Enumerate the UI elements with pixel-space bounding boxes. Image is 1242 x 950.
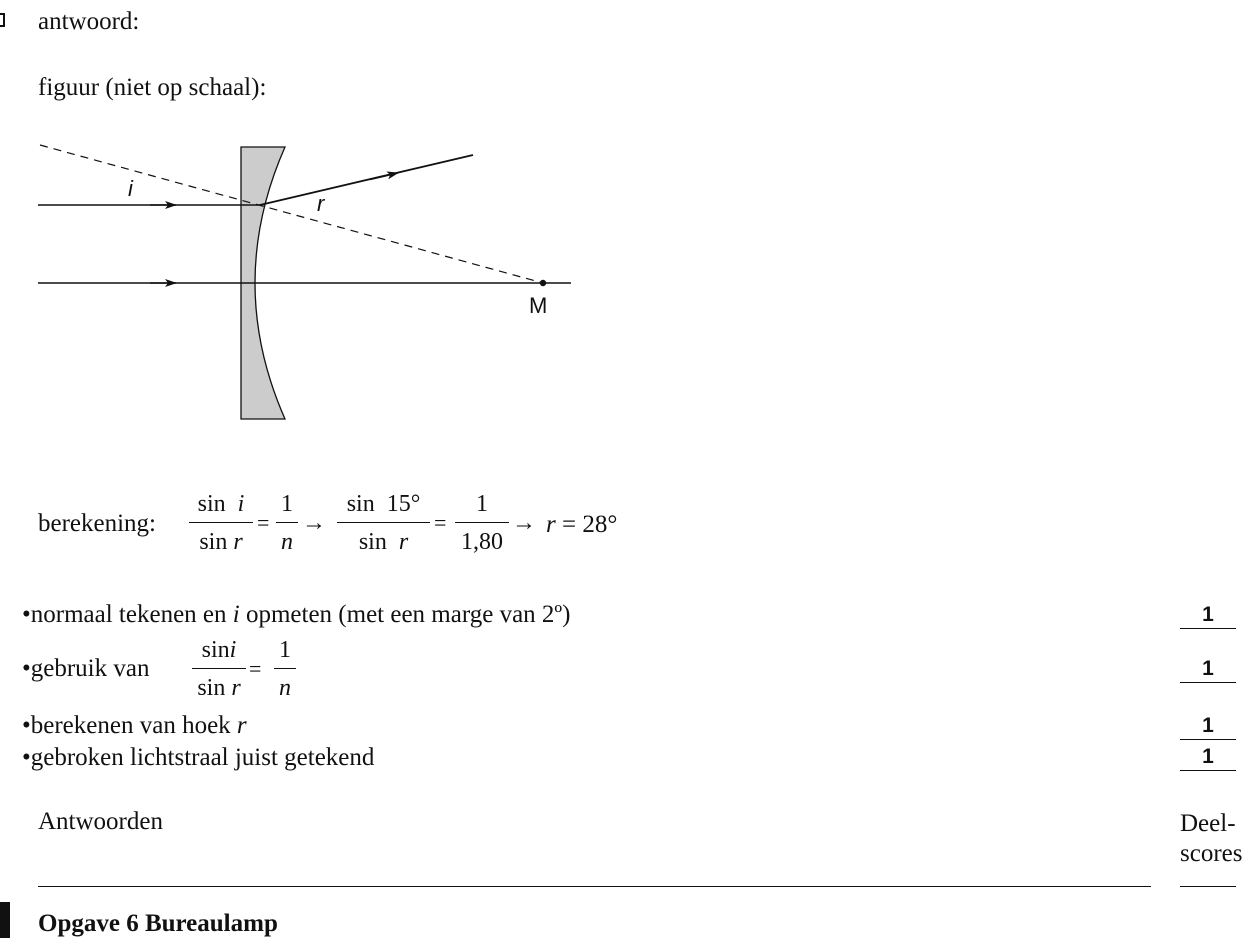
lens-figure [0, 130, 620, 430]
center-point-m [540, 280, 546, 286]
fraction-sin-i-over-sin-r [189, 492, 253, 554]
next-question-title: Opgave 6 Bureaulamp [38, 910, 278, 937]
figure-caption: figuur (niet op schaal): [38, 74, 267, 101]
arrow-2: → [512, 510, 536, 536]
criterion-2-fraction-1-over-n: 1 n [274, 638, 296, 700]
criterion-3: •berekenen van hoek r [22, 712, 247, 739]
fraction-denominator: sin r [199, 529, 243, 555]
equals-sign-2: = [434, 510, 447, 535]
criterion-2: •gebruik van [22, 655, 150, 682]
fraction-1-over-180: 1 1,80 [455, 492, 509, 554]
fraction-numerator: sin i [197, 491, 245, 517]
result-variable: r [546, 511, 556, 538]
answer-label: antwoord: [38, 8, 140, 35]
refracted-ray [260, 155, 473, 205]
fraction-1-over-n: 1 n [276, 492, 298, 554]
arrow-1: → [302, 510, 326, 536]
divider-right [1180, 886, 1236, 887]
score-heading: Deel- scores [1180, 810, 1242, 867]
score-criterion-1: 1 [1180, 604, 1236, 629]
score-criterion-2: 1 [1180, 658, 1236, 683]
equals-sign-1: = [257, 510, 270, 535]
result-value: = 28° [562, 511, 618, 538]
criterion-2-equals: = [249, 656, 262, 681]
score-criterion-3: 1 [1180, 715, 1236, 740]
score-criterion-4: 1 [1180, 746, 1236, 771]
fraction-sin15-over-sin-r: sin 15° sin r [337, 492, 430, 554]
refracted-ray-arrow [370, 173, 398, 180]
question-marker-bar [0, 902, 10, 938]
question-marker-box [0, 13, 5, 27]
answers-heading: Antwoorden [38, 808, 163, 835]
label-m: M [529, 293, 548, 318]
criterion-4: •gebroken lichtstraal juist getekend [22, 744, 375, 771]
label-r: r [317, 191, 325, 216]
calculation-label: berekening: [38, 510, 157, 537]
normal-line-dashed [40, 145, 543, 283]
divider-left [38, 886, 1151, 887]
criterion-1: •normaal tekenen en i opmeten (met een marge van 2º) [22, 601, 571, 628]
criterion-2-fraction-sin: sini sin r [192, 638, 246, 700]
label-i: i [128, 176, 133, 201]
